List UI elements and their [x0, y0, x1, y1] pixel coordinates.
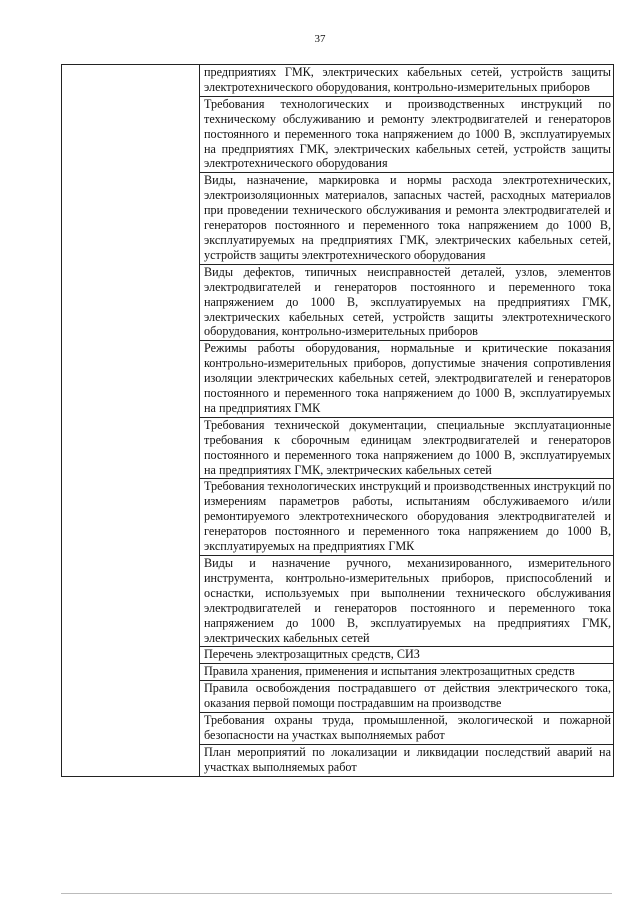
requirement-item: Виды, назначение, маркировка и нормы расхода электротехнических, электроизоляционных материалов, запасных частей, расходных материалов при проведении технического обслуживания и ремонта электродвигателей и генераторов постоянного и переменного тока напряжением до 1000 В, эксплуатируемых на предприятиях ГМК, электрических кабельных сетей, устройств защиты электротехнического оборудования: [200, 173, 613, 264]
requirement-item: предприятиях ГМК, электрических кабельных сетей, устройств защиты электротехнического оборудования, контрольно-измерительных приборов: [200, 65, 613, 97]
table-row: [62, 65, 614, 777]
requirement-item: Правила освобождения пострадавшего от действия электрического тока, оказания первой помощи пострадавшим на производстве: [200, 681, 613, 713]
requirement-item: Виды и назначение ручного, механизированного, измерительного инструмента, контрольно-измерительных приборов, приспособлений и оснастки, используемых при выполнении технического обслуживания электродвигателей и генераторов постоянного и переменного тока напряжением до 1000 В, эксплуатируемых на предприятиях ГМК, электрических кабельных сетей: [200, 556, 613, 647]
requirement-item: Виды дефектов, типичных неисправностей деталей, узлов, элементов электродвигателей и генераторов постоянного и переменного тока напряжением до 1000 В, эксплуатируемых на предприятиях ГМК, электрических кабельных сетей, устройств защиты электротехнического оборудования, контрольно-измерительных приборов: [200, 265, 613, 342]
requirement-item: Режимы работы оборудования, нормальные и критические показания контрольно-измерительных приборов, допустимые значения сопротивления изоляции электрических кабельных сетей, электродвигателей и генераторов постоянного и переменного тока напряжением до 1000 В, эксплуатируемых на предприятиях ГМК: [200, 341, 613, 418]
requirement-item: Требования технологических инструкций и производственных инструкций по измерениям параметров работы, испытаниям обслуживаемого и/или ремонтируемого электротехнического оборудования электродвигателей и генераторов постоянного и переменного тока напряжением до 1000 В, эксплуатируемых на предприятиях ГМК: [200, 479, 613, 556]
page-bottom-rule: [61, 893, 612, 894]
requirement-item: Требования охраны труда, промышленной, экологической и пожарной безопасности на участках выполняемых работ: [200, 713, 613, 745]
requirement-item: Требования технологических и производственных инструкций по техническому обслуживанию и ремонту электродвигателей и генераторов постоянного и переменного тока напряжением до 1000 В, эксплуатируемых на предприятиях ГМК, электрических кабельных сетей, устройств защиты электротехнического оборудования: [200, 97, 613, 174]
page-number: 37: [314, 33, 326, 45]
requirement-item: План мероприятий по локализации и ликвидации последствий аварий на участках выполняемых работ: [204, 744, 611, 774]
requirements-table: [61, 64, 614, 777]
requirement-item: Перечень электрозащитных средств, СИЗ: [200, 647, 613, 664]
requirement-item: Требования технической документации, специальные эксплуатационные требования к сборочным единицам электродвигателей и генераторов постоянного и переменного тока напряжением до 1000 В, эксплуатируемых на предприятиях ГМК, электрических кабельных сетей: [200, 418, 613, 480]
requirements-cell: [200, 65, 614, 777]
requirement-item: Правила хранения, применения и испытания электрозащитных средств: [200, 664, 613, 681]
label-cell: [62, 65, 200, 777]
